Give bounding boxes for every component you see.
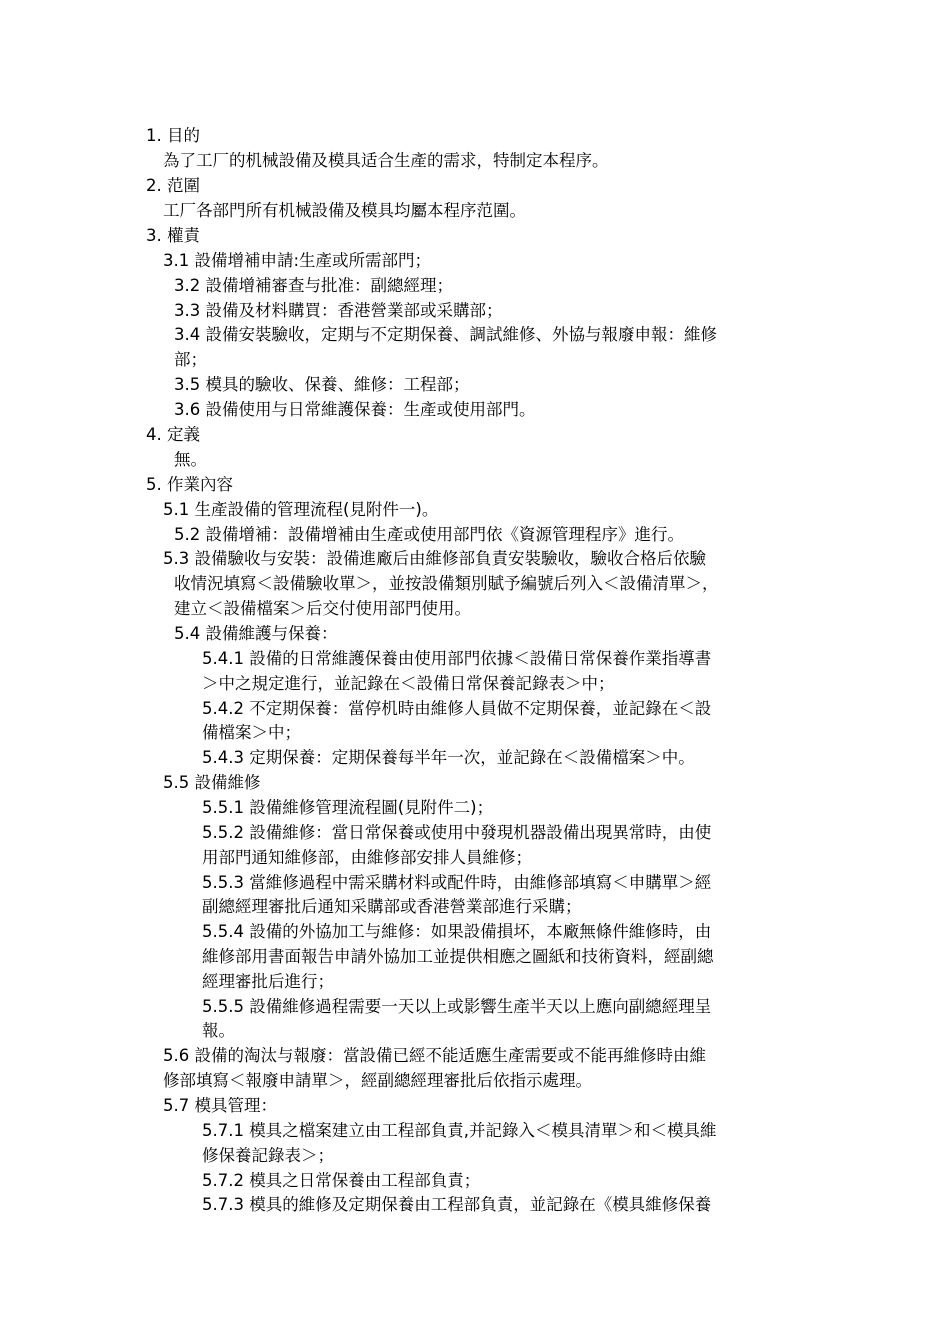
section-2-body: 工厂各部門所有机械設備及模具均屬本程序范圍。 bbox=[163, 201, 526, 220]
procedure-line: 5.7.3 模具的維修及定期保養由工程部負責，並記錄在《模具維修保養 bbox=[202, 1195, 712, 1214]
procedure-line: 收情況填寫＜設備驗收單＞，並按設備類別賦予編號后列入＜設備清單＞， bbox=[174, 574, 719, 593]
section-3-heading: 3. 權責 bbox=[146, 226, 200, 245]
procedure-line: 5.4 設備維護与保養： bbox=[174, 624, 338, 643]
responsibility-item: 3.6 設備使用与日常維護保養：生產或使用部門。 bbox=[174, 400, 536, 419]
procedure-line: 備檔案＞中； bbox=[202, 723, 301, 742]
procedure-line: 5.5.2 設備維修：當日常保養或使用中發現机器設備出現異常時，由使 bbox=[202, 823, 712, 842]
section-1-body: 為了工厂的机械設備及模具适合生產的需求，特制定本程序。 bbox=[163, 151, 609, 170]
procedure-line: 修部填寫＜報廢申請單＞，經副總經理審批后依指示處理。 bbox=[163, 1071, 592, 1090]
procedure-line: 修保養記錄表＞； bbox=[202, 1146, 334, 1165]
procedure-line: 5.4.3 定期保養：定期保養每半年一次，並記錄在＜設備檔案＞中。 bbox=[202, 748, 695, 767]
responsibility-item: 3.4 設備安裝驗收，定期与不定期保養、調試維修、外協与報廢申報：維修 bbox=[174, 325, 717, 344]
responsibility-item: 3.1 設備增補申請:生產或所需部門； bbox=[163, 251, 432, 270]
responsibility-item: 3.5 模具的驗收、保養、維修：工程部； bbox=[174, 375, 470, 394]
procedure-line: ＞中之規定進行，並記錄在＜設備日常保養記錄表＞中； bbox=[202, 674, 615, 693]
procedure-line: 5.7.1 模具之檔案建立由工程部負責,并記錄入＜模具清單＞和＜模具維 bbox=[202, 1121, 717, 1140]
procedure-line: 5.5 設備維修 bbox=[163, 773, 261, 792]
procedure-line: 5.4.2 不定期保養：當停机時由維修人員做不定期保養，並記錄在＜設 bbox=[202, 699, 712, 718]
procedure-line: 建立＜設備檔案＞后交付使用部門使用。 bbox=[174, 599, 471, 618]
procedure-line: 5.5.3 當維修過程中需采購材料或配件時，由維修部填寫＜申購單＞經 bbox=[202, 873, 712, 892]
section-4-body: 無。 bbox=[174, 450, 207, 469]
procedure-line: 經理審批后進行； bbox=[202, 972, 334, 991]
section-4-heading: 4. 定義 bbox=[146, 425, 200, 444]
procedure-line: 報。 bbox=[202, 1021, 235, 1040]
procedure-line: 5.1 生產設備的管理流程(見附件一)。 bbox=[163, 500, 439, 519]
procedure-line: 5.6 設備的淘汰与報廢：當設備已經不能适應生產需要或不能再維修時由維 bbox=[163, 1046, 706, 1065]
section-1-heading: 1. 目的 bbox=[146, 126, 200, 145]
procedure-line: 5.7.2 模具之日常保養由工程部負責； bbox=[202, 1171, 481, 1190]
responsibility-item: 部； bbox=[174, 350, 207, 369]
section-5-heading: 5. 作業內容 bbox=[146, 475, 233, 494]
procedure-line: 維修部用書面報告申請外協加工並提供相應之圖紙和技術資料，經副總 bbox=[202, 947, 714, 966]
responsibility-item: 3.3 設備及材料購買：香港營業部或采購部； bbox=[174, 301, 503, 320]
section-2-heading: 2. 范圍 bbox=[146, 176, 200, 195]
procedure-line: 5.3 設備驗收与安裝：設備進廠后由維修部負責安裝驗收，驗收合格后依驗 bbox=[163, 549, 706, 568]
procedure-line: 用部門通知維修部，由維修部安排人員維修； bbox=[202, 848, 532, 867]
procedure-line: 5.7 模具管理： bbox=[163, 1096, 277, 1115]
procedure-line: 5.2 設備增補：設備增補由生產或使用部門依《資源管理程序》進行。 bbox=[174, 525, 684, 544]
procedure-line: 5.5.4 設備的外協加工与維修：如果設備損坏，本廠無條件維修時，由 bbox=[202, 922, 712, 941]
procedure-line: 5.5.5 設備維修過程需要一天以上或影響生產半天以上應向副總經理呈 bbox=[202, 997, 712, 1016]
procedure-line: 副總經理審批后通知采購部或香港營業部進行采購； bbox=[202, 897, 582, 916]
responsibility-item: 3.2 設備增補審查与批准：副總經理； bbox=[174, 276, 453, 295]
procedure-line: 5.4.1 設備的日常維護保養由使用部門依據＜設備日常保養作業指導書 bbox=[202, 649, 712, 668]
procedure-line: 5.5.1 設備維修管理流程圖(見附件二)； bbox=[202, 798, 494, 817]
